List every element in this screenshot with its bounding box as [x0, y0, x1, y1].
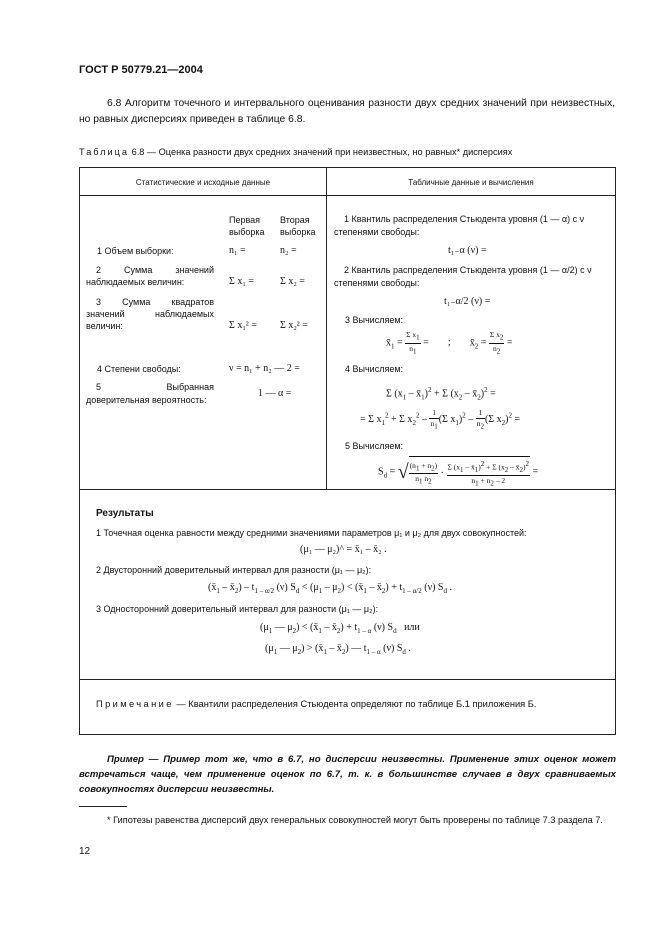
result1-text: 1 Точечная оценка равности между средними значениями параметров μ₁ и μ₂ для двух совокупностей: — [96, 528, 527, 538]
table-note-divider — [79, 679, 616, 680]
table-caption — [79, 147, 512, 157]
table-note — [96, 699, 536, 709]
row3-sample1-value: Σ x₁² = — [229, 320, 257, 331]
col2-header: Табличные данные и вычисления — [408, 178, 534, 187]
row4-label: 4 Степени свободы: — [97, 364, 181, 374]
table-header-divider — [79, 195, 616, 196]
table-caption-label: Таблица — [79, 147, 130, 157]
table-results-divider — [79, 489, 616, 490]
right-step2-formula: t₁₋α/2 (ν) = — [444, 296, 491, 307]
footnote-separator — [79, 806, 127, 807]
intro-paragraph: 6.8 Алгоритм точечного и интервального оценивания разности двух средних значений при неизвестных, но равных дисперсиях приведен в таблице 6.8. — [79, 98, 615, 125]
document-header: ГОСТ Р 50779.21—2004 — [79, 64, 203, 76]
right-step1-text: 1 Квантиль распределения Стьюдента уровня (1 — α) с ν степенями свободы: — [334, 214, 585, 237]
col1-header: Статистические и исходные данные — [135, 178, 271, 187]
result3-formula-a: ($\mu_1$ — $\mu_2$) < ($x̄_1$ – $x̄_2) + t_{1 - \alpha}$ (ν) $S_d$ или — [260, 622, 420, 635]
results-section — [96, 508, 154, 519]
result3-or: или — [404, 622, 420, 633]
right-step2-text: 2 Квантиль распределения Стьюдента уровня (1 — α/2) с ν степенями свободы: — [334, 265, 592, 288]
right-step1-formula: t₁₋α (ν) = — [448, 245, 487, 256]
right-step3-text: 3 Вычисляем: — [345, 315, 404, 325]
results-title: Результаты — [96, 508, 154, 519]
row2-sample1-value: Σ x₁ = — [229, 276, 254, 287]
sd-formula: $S_d$ = √ $\frac{(n_1 + n_2)}{n_1 n_2}$ · $\frac{\Sigma (x_1 - x̄_1)^2 + \Sigma (x_2 - x̄_2)^2}{n_1 + n_2 - 2}$ = — [378, 456, 538, 489]
row2-label: 2 Сумма значений наблюдаемых величин: — [86, 265, 214, 287]
row4-value: ν = n₁ + n₂ — 2 = — [229, 363, 300, 374]
footnote: * Гипотезы равенства дисперсий двух генеральных совокупностей могут быть проверены по таблице 7.3 раздела 7. — [107, 815, 603, 825]
note-text: — Квантили распределения Стьюдента определяют по таблице Б.1 приложения Б. — [176, 699, 537, 709]
row3-sample2-value: Σ x₂² = — [280, 320, 308, 331]
result2-text: 2 Двусторонний доверительный интервал для разности (μ₁ — μ₂): — [96, 565, 372, 575]
result2-formula: ($x̄_1$ – $x̄_2) - t_{1 - \alpha/2}$ (ν) $S_d < (\mu_1 - \mu_2)$ < ($x̄_1$ – $x̄_2) + t_{1 - \alpha/2}$ (ν) $S_d$ . — [208, 582, 452, 595]
row5-label: 5 Выбранная доверительная вероятность: — [86, 382, 214, 405]
note-label: Примечание — [96, 699, 174, 709]
right-step4-text: 4 Вычисляем: — [345, 364, 404, 374]
table-caption-text: 6.8 — Оценка разности двух средних значений при неизвестных, но равных* дисперсиях — [131, 147, 513, 157]
row3-label: 3 Сумма квадратов значений наблюдаемых величин: — [86, 297, 214, 331]
row1-sample1-value: n₁ = — [229, 245, 246, 256]
table-column-divider — [326, 167, 327, 489]
sum-squares-formula: Σ ($x_1$ – $x̄_1)^2 + \Sigma$ ($x_2$ – $x̄_2)^2$ = — [386, 386, 496, 402]
row2-sample2-value: Σ x₂ = — [280, 276, 305, 287]
sample1-header: Первая выборка — [229, 215, 265, 237]
sample2-header: Вторая выборка — [280, 215, 316, 237]
row1-label: 1 Объем выборки: — [97, 246, 174, 256]
result3-formula-b: ($\mu_1$ — $\mu_2$) > ($x̄_1$ – $x̄_2$) — $t_{1 - \alpha}$ (ν) $S_d$ . — [265, 643, 411, 656]
page-number: 12 — [79, 846, 91, 857]
row5-value: 1 — α = — [258, 388, 292, 399]
row1-sample2-value: n₂ = — [280, 245, 297, 256]
result1-formula: (μ₁ — μ₂)^ = x̄₁ – x̄₂ . — [300, 544, 387, 555]
example-paragraph: Пример — Пример тот же, что в 6.7, но дисперсии неизвестны. Применение этих оценок может встречаться чаще, чем применение оценок по 6.7, т. к. в большинстве случаев в двух сравниваемых совокупностях дисперсии неизвестны. — [79, 754, 616, 795]
result3-text: 3 Односторонний доверительный интервал для разности (μ₁ — μ₂): — [96, 604, 379, 614]
sum-squares-expanded: = Σ $x_1^2 + \Sigma$ $x_2^2$ – $\frac{1}{n_1}$ (Σ $x_1)^2$ – $\frac{1}{n_2}$ (Σ $x_2)^2$ = — [360, 408, 521, 431]
right-step5-text: 5 Вычисляем: — [345, 441, 404, 451]
mean-formulas: $x̄_1$ = $\frac{\Sigma x_1}{n_1}$ = ; $x̄_2$ = $\frac{\Sigma x_2}{n_2}$ = — [386, 330, 513, 355]
